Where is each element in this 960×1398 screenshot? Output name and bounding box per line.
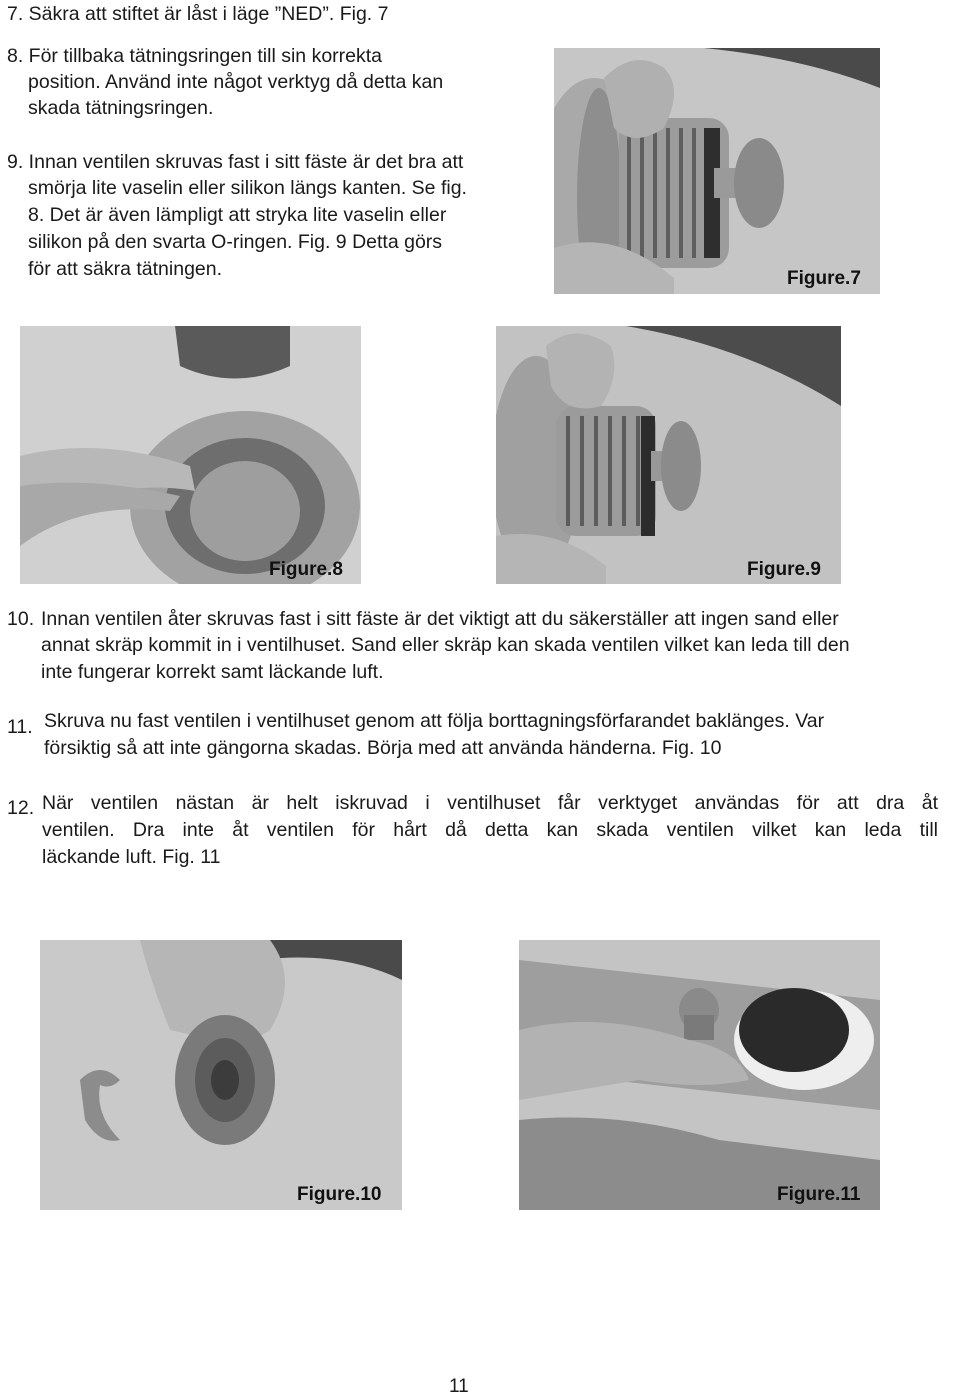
step-10-line-2: annat skräp kommit in i ventilhuset. Sand eller skräp kan skada ventilen vilket kan leda till den	[41, 634, 850, 656]
step-12-number: 12.	[7, 797, 35, 819]
figure-9-photo	[496, 326, 841, 584]
step-11-line-1: Skruva nu fast ventilen i ventilhuset genom att följa borttagningsförfarandet baklänges. Var	[44, 710, 825, 732]
step-8-line-2: position. Använd inte något verktyg då detta kan	[28, 71, 444, 93]
figure-8-photo	[20, 326, 361, 584]
page-number: 11	[449, 1376, 469, 1397]
figure-7-caption: Figure.7	[787, 268, 861, 289]
figure-8-caption: Figure.8	[269, 559, 343, 580]
step-9-line-4: silikon på den svarta O-ringen. Fig. 9 Detta görs	[28, 231, 443, 253]
figure-7-photo	[554, 48, 880, 294]
step-10-line-3: inte fungerar korrekt samt läckande luft.	[41, 661, 384, 683]
figure-10-caption: Figure.10	[297, 1184, 382, 1205]
step-12-line-1: När ventilen nästan är helt iskruvad i ventilhuset får verktyget användas för att dra åt	[42, 792, 938, 814]
step-10-line-1: Innan ventilen åter skruvas fast i sitt fäste är det viktigt att du säkerställer att ingen sand eller	[41, 608, 839, 630]
step-8-line-3: skada tätningsringen.	[28, 97, 214, 119]
step-9-line-5: för att säkra tätningen.	[28, 258, 223, 280]
step-9-line-3: 8. Det är även lämpligt att stryka lite vaselin eller	[28, 204, 447, 226]
step-12-paragraph	[42, 790, 938, 871]
step-11-number: 11.	[7, 716, 33, 738]
step-12-line-2: ventilen. Dra inte åt ventilen för hårt då detta kan skada ventilen vilket kan leda till	[42, 819, 938, 841]
step-9-line-2: smörja lite vaselin eller silikon längs kanten. Se fig.	[28, 177, 467, 199]
figure-9-caption: Figure.9	[747, 559, 821, 580]
step-12-line-3: läckande luft. Fig. 11	[42, 846, 221, 868]
figure-10-photo	[40, 940, 402, 1210]
figure-11-photo	[519, 940, 880, 1210]
step-8-line-1: 8. För tillbaka tätningsringen till sin korrekta	[7, 45, 383, 67]
step-10-number: 10.	[7, 608, 35, 630]
figure-11-caption: Figure.11	[777, 1184, 861, 1205]
step-9-line-1: 9. Innan ventilen skruvas fast i sitt fäste är det bra att	[7, 151, 464, 173]
step-11-line-2: försiktig så att inte gängorna skadas. Börja med att använda händerna. Fig. 10	[44, 737, 722, 759]
step-7-text: 7. Säkra att stiftet är låst i läge ”NED”. Fig. 7	[7, 3, 389, 25]
